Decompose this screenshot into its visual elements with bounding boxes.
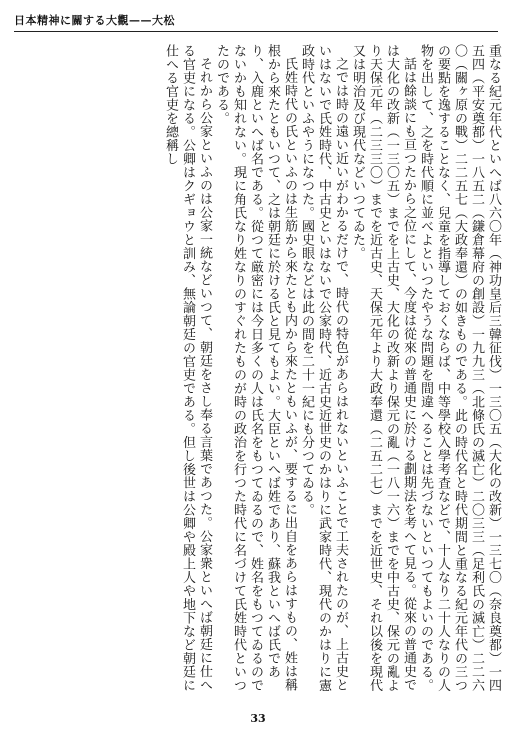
header-rule bbox=[14, 31, 498, 32]
page-number: 33 bbox=[250, 712, 266, 725]
paragraph: 之では時の遠い近いがわかるだけで、時代の特色があらはれないといふことで工夫されたのが、上古史といはないで氏姓時代、中古史といはないで公家時代、近古史近世史のかはりに武家時代、現代のかはりに憲政時代といふやうになつた。國史眼などは此の間を二十一紀にも分つてゐる。 bbox=[299, 44, 348, 692]
paragraph: 重なる紀元年代といへば八六〇年（神功皇后三韓征伐）一三〇五（大化の改新）一三七〇（奈良奠都）一四五四（平安奠都）一八五二（鎌倉幕府の創設）一九九三（北條氏の滅亡）二〇三三（足利氏の滅亡）二二六〇（關ヶ原の戰）二二五七（大政奉還）の如きものである。此の時代名と時代期間と重なる紀元年代の三つの要點を逸することなく、兒童を指導しておくならば、中等學校入學考査などで、十人なり二十人なりの人物を出して、之を時代順に並べよといつたやうな問題を間違へることは先づないといつてもよいのである。 bbox=[418, 44, 501, 692]
paragraph: 氏姓時代の氏といふのは生筋から來たとも内から來たともいふが、要するに出自をあらはすもの、姓は稱根から來たともいつて、之は朝廷に於ける氏と見てもよい。大臣といへば姓であり、蘇我といへば氏であり、入鹿といへば名である。從つて厳密には今日多くの人は氏名をもつてゐるので、姓名をもつてゐるのでないかも知れない。現に角氏なり姓なりのすぐれたものが時の政治を行つた時代に名づけて氏姓時代といつたのである。 bbox=[214, 44, 297, 692]
paragraph: それから公家といふのは公家一統などいつて、朝廷をさし奉る言葉であつた。公家衆といへば朝廷に仕へる官吏になる。公卿はクギョウと訓み、無論朝廷の官吏である。但し後世は公卿や殿上人や地下など朝廷に仕へる官吏を總稱し bbox=[163, 44, 212, 692]
paragraph: 話は餘談にも亘つたから之位にして、今度は從來の普通史に於ける劃期法を考へて見る。從來の普通史では大化の改新（一三〇五）までを上古史、大化の改新より保元の亂（一八一六）までを中古史、保元の亂より天保元年（二三三〇）までを近古史、天保元年より大政奉還（二五二七）までを近世史、それ以後を現代又は明治及び現代などいつてゐた。 bbox=[350, 44, 416, 692]
body-text bbox=[14, 44, 502, 704]
running-head: 日本精神に關する大觀——大松 bbox=[14, 14, 175, 27]
